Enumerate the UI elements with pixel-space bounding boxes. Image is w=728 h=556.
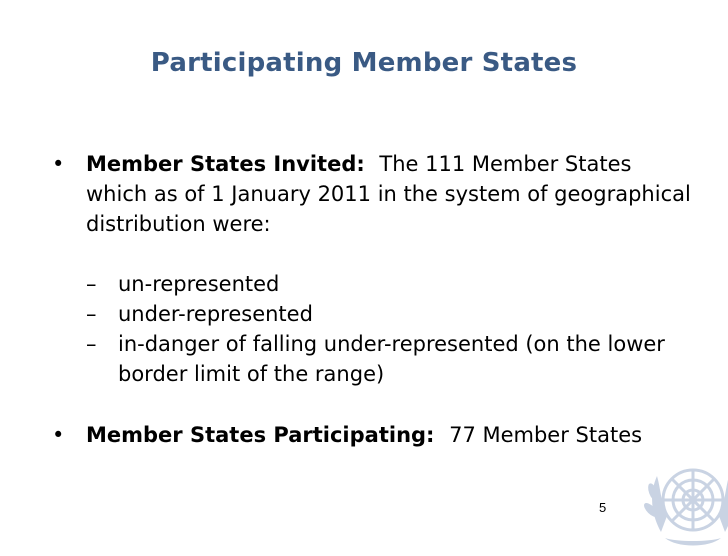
sub-bullet-text: under-represented: [118, 302, 313, 326]
dash-marker: –: [86, 332, 97, 356]
slide-title: Participating Member States: [150, 48, 578, 78]
un-emblem-icon: [641, 452, 728, 556]
page-number: 5: [599, 500, 607, 515]
bullet-member-states-invited: [52, 149, 692, 239]
sub-bullet-text: in-danger of falling under-represented (on the lower border limit of the range): [118, 332, 665, 386]
sub-bullet-un-represented: [52, 269, 692, 299]
bullet-text: 77 Member States: [449, 423, 643, 447]
bullet-marker: •: [52, 152, 65, 176]
dash-marker: –: [86, 272, 97, 296]
sub-bullet-under-represented: [52, 299, 692, 329]
sub-bullet-list: [52, 269, 692, 389]
sub-bullet-text: un-represented: [118, 272, 280, 296]
bullet-label: Member States Participating:: [86, 423, 450, 447]
bullet-marker: •: [52, 423, 65, 447]
sub-bullet-in-danger: [52, 329, 692, 389]
dash-marker: –: [86, 302, 97, 326]
bullet-label: Member States Invited:: [86, 152, 380, 176]
bullet-text: The 111 Member States which as of 1 January 2011 in the system of geographical distribution were:: [86, 152, 691, 236]
bullet-list: [52, 149, 692, 450]
bullet-member-states-participating: [52, 420, 692, 450]
